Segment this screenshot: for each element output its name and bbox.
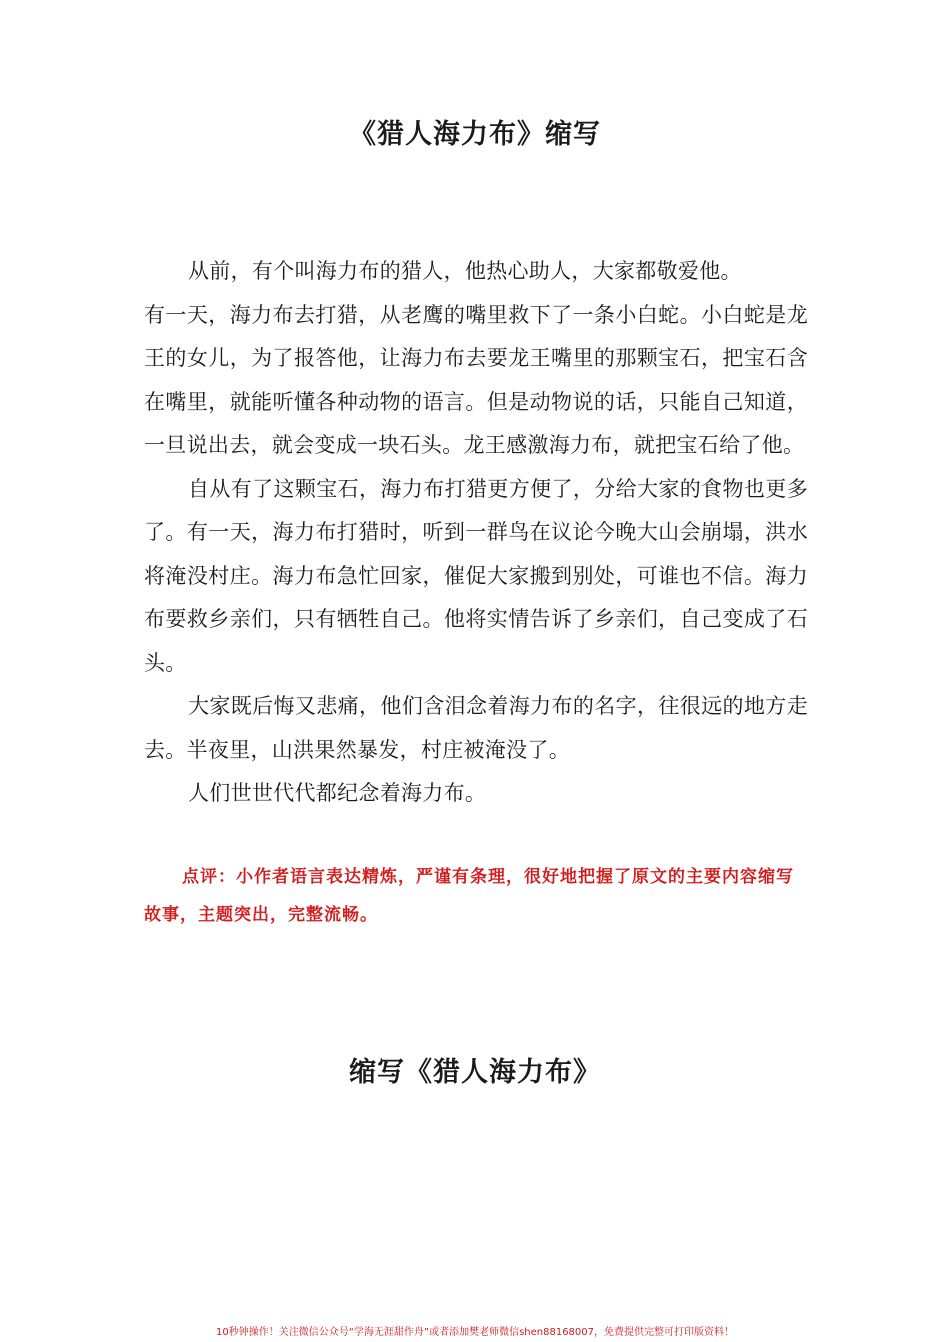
comment-text: 小作者语言表达精炼，严谨有条理，很好地把握了原文的主要内容缩写故事，主题突出，完整流畅。 (144, 867, 794, 925)
comment-label: 点评： (182, 867, 236, 887)
paragraph-3: 自从有了这颗宝石，海力布打猎更方便了，分给大家的食物也更多了。有一天，海力布打猎时，听到一群鸟在议论今晚大山会崩塌，洪水将淹没村庄。海力布急忙回家，催促大家搬到别处，可谁也不信。海力布要救乡亲们，只有牺牲自己。他将实情告诉了乡亲们，自己变成了石头。 (144, 476, 808, 675)
paragraph-1: 从前，有个叫海力布的猎人，他热心助人，大家都敬爱他。 (188, 259, 742, 283)
second-title: 缩写《猎人海力布》 (349, 1057, 601, 1088)
paragraph-2: 有一天，海力布去打猎，从老鹰的嘴里救下了一条小白蛇。小白蛇是龙王的女儿，为了报答他，让海力布去要龙王嘴里的那颗宝石，把宝石含在嘴里，就能听懂各种动物的语言。但是动物说的话，只能自己知道，一旦说出去，就会变成一块石头。龙王感激海力布，就把宝石给了他。 (144, 302, 808, 457)
essay-body (144, 250, 808, 816)
paragraph-4: 大家既后悔又悲痛，他们含泪念着海力布的名字，往很远的地方走去。半夜里，山洪果然暴发，村庄被淹没了。 (144, 694, 808, 762)
footer-notice: 10秒钟操作！关注微信公众号“学海无涯甜作舟”或者添加樊老师微信shen88168007，免费提供完整可打印版资料！ (215, 1327, 735, 1338)
teacher-comment (144, 858, 808, 934)
paragraph-5: 人们世世代代都纪念着海力布。 (188, 781, 487, 805)
document-title: 《猎人海力布》缩写 (349, 119, 601, 150)
